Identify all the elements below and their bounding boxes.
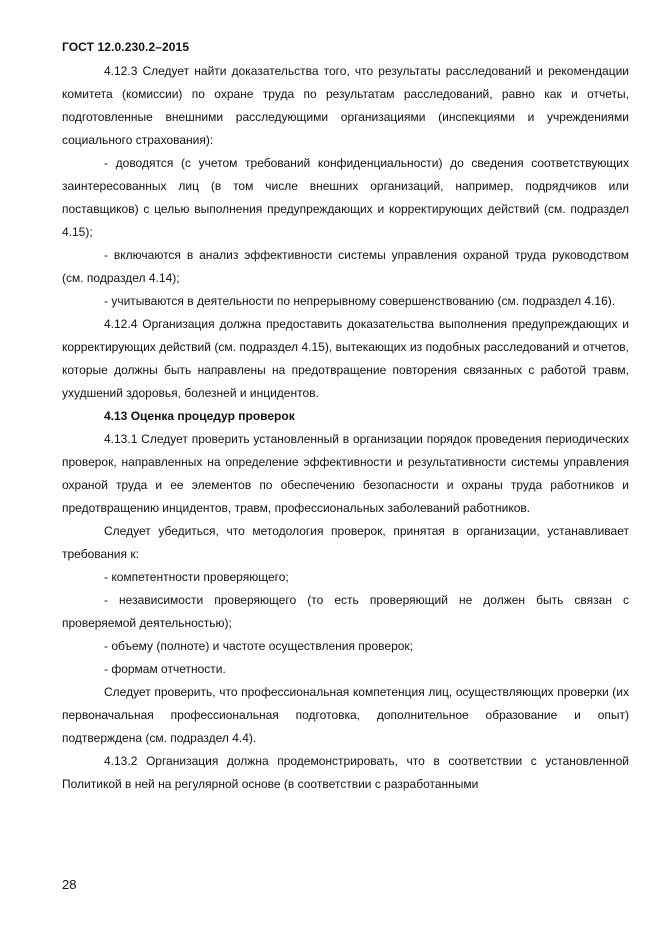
list-item: - компетентности проверяющего; <box>104 570 289 584</box>
paragraph: Следует убедиться, что методология проверок, принятая в организации, устанавливает требования к: <box>62 524 629 561</box>
list-item: - формам отчетности. <box>104 662 226 676</box>
list-item: - учитываются в деятельности по непрерывному совершенствованию (см. подраздел 4.16). <box>104 294 616 308</box>
list-item: - объему (полноте) и частоте осуществления проверок; <box>104 639 413 653</box>
document-header: ГОСТ 12.0.230.2–2015 <box>62 40 190 54</box>
page-number: 28 <box>62 877 77 892</box>
paragraph-4-13-2: 4.13.2 Организация должна продемонстрировать, что в соответствии с установленной Политикой в ней на регулярной основе (в соответствии с разработанными <box>62 754 629 791</box>
list-item: - доводятся (с учетом требований конфиденциальности) до сведения соответствующих заинтересованных лиц (в том числе внешних организаций, например, подрядчиков или поставщиков) с целью выполнения предупреждающих и корректирующих действий (см. подраздел 4.15); <box>62 156 629 239</box>
paragraph: Следует проверить, что профессиональная компетенция лиц, осуществляющих проверки (их первоначальная профессиональная подготовка, дополнительное образование и опыт) подтверждена (см. подраздел 4.4). <box>62 685 629 745</box>
document-body <box>62 60 629 796</box>
section-heading-4-13: 4.13 Оценка процедур проверок <box>104 409 295 423</box>
paragraph-4-13-1: 4.13.1 Следует проверить установленный в организации порядок проведения периодических проверок, направленных на определение эффективности и результативности системы управления охраной труда и ее элементов по обеспечению безопасности и охраны труда работников и предотвращению инцидентов, травм, профессиональных заболеваний работников. <box>62 432 629 515</box>
list-item: - независимости проверяющего (то есть проверяющий не должен быть связан с проверяемой деятельностью); <box>62 593 629 630</box>
paragraph-4-12-3: 4.12.3 Следует найти доказательства того, что результаты расследований и рекомендации комитета (комиссии) по охране труда по результатам расследований, равно как и отчеты, подготовленные внешними расследующими организациями (инспекциями и учреждениями социального страхования): <box>62 64 629 147</box>
list-item: - включаются в анализ эффективности системы управления охраной труда руководством (см. подраздел 4.14); <box>62 248 629 285</box>
paragraph-4-12-4: 4.12.4 Организация должна предоставить доказательства выполнения предупреждающих и корректирующих действий (см. подраздел 4.15), вытекающих из подобных расследований и отчетов, которые должны быть направлены на предотвращение повторения связанных с работой травм, ухудшений здоровья, болезней и инцидентов. <box>62 317 629 400</box>
